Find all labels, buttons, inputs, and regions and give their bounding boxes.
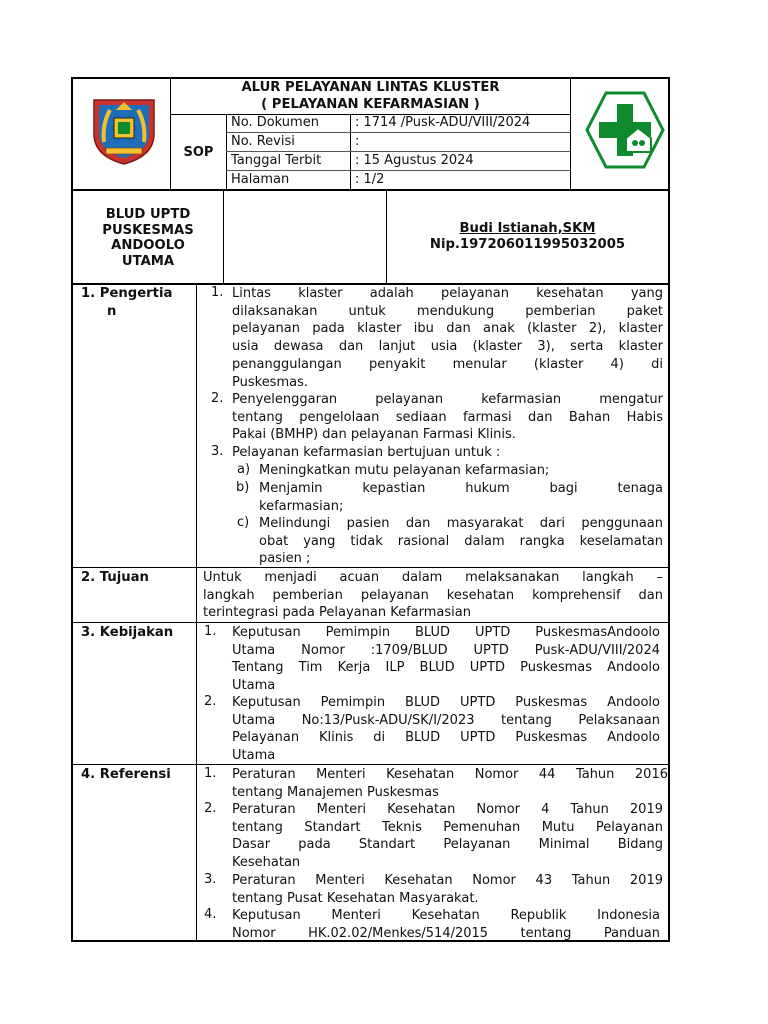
field-value-no-dokumen: : 1714 /Pusk-ADU/VIII/2024 <box>355 115 531 130</box>
list-item-text: Peraturan Menteri Kesehatan Nomor 43 Tahun 2019 tentang Pusat Kesehatan Masyarakat. <box>232 873 663 906</box>
tujuan-text: Untuk menjadi acuan dalam melaksanakan langkah – langkah pemberian pelayanan kesehatan komprehensif dan terintegrasi pada Pelayanan Kefarmasian <box>203 570 663 621</box>
field-label-no-dokumen: No. Dokumen <box>231 115 319 130</box>
sub-item-text: Meningkatkan mutu pelayanan kefarmasian; <box>259 463 550 478</box>
signer-name: Budi Istianah,SKM <box>459 221 596 236</box>
sop-label: SOP <box>183 145 214 160</box>
list-number: 1. <box>204 766 217 781</box>
field-value-tanggal-terbit: : 15 Agustus 2024 <box>355 153 474 168</box>
list-item-text: Peraturan Menteri Kesehatan Nomor 44 Tahun 2016 tentang Manajemen Puskesmas <box>232 767 668 800</box>
org-line-3: ANDOOLO <box>111 238 185 253</box>
title-line-2: ( PELAYANAN KEFARMASIAN ) <box>261 97 480 112</box>
list-item-text: Keputusan Pemimpin BLUD UPTD Puskesmas Andoolo Utama No:13/Pusk-ADU/SK/I/2023 tentang Pelaksanaan Pelayanan Klinis di BLUD UPTD Puskesmas Andoolo Utama <box>232 695 660 764</box>
emblem-shield-icon <box>88 94 160 166</box>
field-label-tanggal-terbit: Tanggal Terbit <box>231 153 322 168</box>
list-number: 3. <box>204 872 217 887</box>
org-line-1: BLUD UPTD <box>105 207 191 222</box>
list-item-text: Keputusan Menteri Kesehatan Republik Indonesia Nomor HK.02.02/Menkes/514/2015 tentang Panduan <box>232 908 660 941</box>
section-label-pengertian: 1. Pengertia n <box>81 286 173 319</box>
sub-item-text: Melindungi pasien dan masyarakat dari penggunaan obat yang tidak rasional dalam rangka keselamatan pasien ; <box>259 516 663 567</box>
list-number: 2. <box>211 391 224 406</box>
list-number: 3. <box>211 444 224 459</box>
signer-block <box>387 221 668 253</box>
document-title <box>171 79 570 113</box>
list-item-text: Pelayanan kefarmasian bertujuan untuk : <box>232 445 501 460</box>
field-label-halaman: Halaman <box>231 172 290 187</box>
field-label-no-revisi: No. Revisi <box>231 134 295 149</box>
list-number: 2. <box>204 801 217 816</box>
org-line-4: UTAMA <box>121 253 175 269</box>
field-value-halaman: : 1/2 <box>355 172 385 187</box>
list-item-text: Keputusan Pemimpin BLUD UPTD PuskesmasAndoolo Utama Nomor :1709/BLUD UPTD Pusk-ADU/VIII/2024 Tentang Tim Kerja ILP BLUD UPTD Puskesmas Andoolo Utama <box>232 625 660 694</box>
title-line-1: ALUR PELAYANAN LINTAS KLUSTER <box>241 80 500 95</box>
signer-nip: Nip.197206011995032005 <box>429 237 626 252</box>
list-item-text: Peraturan Menteri Kesehatan Nomor 4 Tahun 2019 tentang Standart Teknis Pemenuhan Mutu Pelayanan Dasar pada Standart Pelayanan Minimal Bidang Kesehatan <box>232 802 663 871</box>
list-item-text: Penyelenggaran pelayanan kefarmasian mengatur tentang pengelolaan sediaan farmasi dan Bahan Habis Pakai (BMHP) dan pelayanan Farmasi Klinis. <box>232 392 663 443</box>
section-label-tujuan: 2. Tujuan <box>81 570 149 585</box>
section-label-kebijakan: 3. Kebijakan <box>81 625 174 640</box>
organization-name <box>73 207 223 269</box>
sub-letter: b) <box>236 480 250 495</box>
list-number: 4. <box>204 907 217 922</box>
list-number: 2. <box>204 694 217 709</box>
field-value-no-revisi: : <box>355 134 360 149</box>
list-number: 1. <box>211 285 224 300</box>
puskesmas-cross-icon <box>585 90 665 170</box>
regency-emblem-logo <box>88 94 160 166</box>
sub-letter: a) <box>237 462 251 477</box>
list-number: 1. <box>204 624 217 639</box>
puskesmas-logo <box>585 90 665 170</box>
list-item-text: Lintas klaster adalah pelayanan kesehatan yang dilaksanakan untuk mendukung pemberian paket pelayanan pada klaster ibu dan anak (klaster 2), klaster usia dewasa dan lanjut usia (klaster 3), serta klaster penanggulangan penyakit menular (klaster 4) di Puskesmas. <box>232 286 663 390</box>
sub-item-text: Menjamin kepastian hukum bagi tenaga kefarmasian; <box>259 481 663 514</box>
sub-letter: c) <box>237 515 250 530</box>
org-line-2: PUSKESMAS <box>102 222 194 238</box>
section-label-referensi: 4. Referensi <box>81 767 171 782</box>
